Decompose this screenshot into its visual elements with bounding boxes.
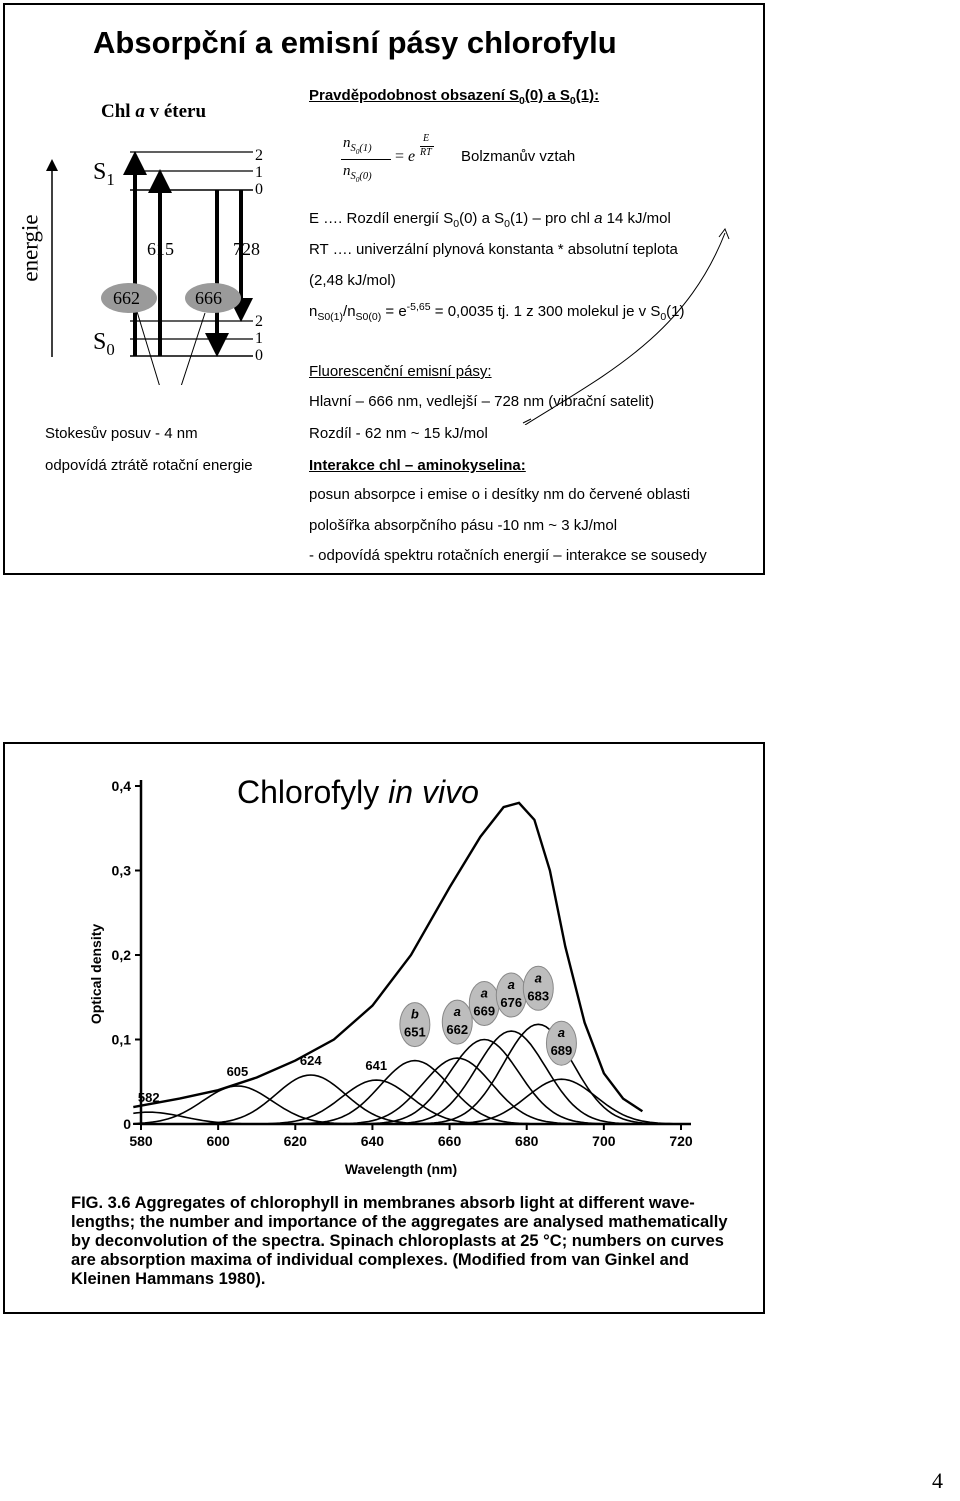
figure-caption: FIG. 3.6 Aggregates of chlorophyll in membranes absorb light at different wave- lengths; the number and importance of the aggregates are analysed mathematically by deconvolution of the spectra. Spinach chloroplasts at 25 °C; numbers on curves are absorption maxima of individual complexes. (Modified from van Ginkel and Kleinen Hammans 1980). (71, 1194, 728, 1288)
label-615: 615 (147, 239, 174, 259)
slide-2-title: Chlorofyly in vivo (237, 774, 479, 810)
energy-axis-label: energie (17, 214, 43, 282)
line-RT: RT …. univerzální plynová konstanta * absolutní teplota (309, 241, 678, 258)
slide-1 (3, 3, 765, 575)
diagram-heading: Chl a v éteru (101, 101, 207, 122)
s0-label: $S_0$ (93, 329, 115, 359)
x-tick-label: 720 (669, 1133, 693, 1149)
s1-label: $S_1$ (93, 159, 115, 189)
total-curve (133, 803, 642, 1111)
fluorescence-line-1: Hlavní – 666 nm, vedlejší – 728 nm (vibrační satelit) (309, 393, 655, 410)
peak-label-582: 582 (137, 1090, 160, 1106)
fluorescence-line-2: Rozdíl - 62 nm ~ 15 kJ/mol (309, 425, 488, 442)
slide-2 (3, 742, 765, 1314)
stokes-line-1: Stokesův posuv - 4 nm (45, 425, 198, 442)
badge-label-683: 683 (527, 988, 550, 1004)
x-tick-label: 600 (206, 1133, 230, 1149)
upper-level-2: 2 (255, 147, 263, 164)
boltzmann-name: Bolzmanův vztah (461, 148, 576, 165)
badge-pigment-683: a (534, 970, 542, 986)
label-666: 666 (195, 288, 222, 308)
x-tick-label: 580 (129, 1133, 153, 1149)
badge-label-651: 651 (404, 1024, 426, 1040)
lower-level-0: 0 (255, 347, 263, 364)
page-number: 4 (932, 1468, 943, 1493)
x-tick-label: 700 (592, 1133, 616, 1149)
component-curve-669 (133, 1040, 681, 1125)
probability-heading: Pravděpodobnost obsazení $S_0(0)$ a $S_0(1)$: (309, 87, 600, 107)
interaction-line-2: pološířka absorpčního pásu -10 nm ~ 3 kJ/mol (309, 517, 618, 534)
badge-pigment-662: a (453, 1004, 461, 1020)
component-curve-676 (133, 1031, 681, 1124)
interaction-heading: Interakce chl – aminokyselina: (309, 457, 526, 474)
y-tick-label: 0 (123, 1116, 131, 1132)
y-tick-label: 0,4 (111, 778, 131, 794)
x-tick-label: 640 (360, 1133, 385, 1149)
badge-pigment-669: a (480, 985, 488, 1001)
interaction-line-1: posun absorpce i emise o i desítky nm do červené oblasti (309, 486, 691, 503)
y-tick-label: 0,2 (111, 947, 131, 963)
x-axis-label: Wavelength (nm) (344, 1161, 458, 1177)
slide-1-title: Absorpční a emisní pásy chlorofylu (93, 25, 617, 60)
x-tick-label: 680 (515, 1133, 539, 1149)
badge-pigment-676: a (507, 977, 515, 993)
upper-level-1: 1 (255, 164, 263, 181)
line-RT2: (2,48 kJ/mol) (309, 272, 396, 289)
y-axis-label: Optical density (88, 923, 104, 1025)
badge-label-676: 676 (500, 995, 523, 1011)
peak-label-641: 641 (365, 1058, 388, 1074)
badge-pigment-689: a (557, 1025, 566, 1041)
fluorescence-heading: Fluorescenční emisní pásy: (309, 363, 492, 380)
badge-label-689: 689 (550, 1043, 573, 1059)
label-728: 728 (233, 239, 260, 259)
boltzmann-formula: $n_{S_0(1)}$ $n_{S_0(0)}$ = e E RT (341, 133, 461, 189)
badge-pigment-651: b (410, 1006, 419, 1022)
y-tick-label: 0,1 (111, 1031, 131, 1048)
x-tick-label: 660 (437, 1133, 462, 1149)
line-E: E …. Rozdíl energií $S_0(0)$ a $S_0(1)$ – pro chl a 14 kJ/mol (309, 210, 671, 230)
absorption-chart (5, 744, 765, 1184)
y-tick-label: 0,3 (111, 862, 131, 879)
badge-label-669: 669 (473, 1003, 496, 1019)
peak-label-624: 624 (299, 1052, 322, 1068)
x-tick-label: 620 (283, 1133, 307, 1149)
badge-label-662: 662 (446, 1022, 469, 1038)
interaction-line-3: - odpovídá spektru rotačních energií – interakce se sousedy (309, 547, 707, 564)
label-662: 662 (113, 288, 140, 308)
line-n: $n_{S0(1)}/n_{S0(0)} = e^{-5,65} = 0,0035$ tj. 1 z 300 molekul je v $S_0(1)$ (309, 301, 685, 323)
upper-level-0: 0 (255, 181, 263, 198)
stokes-line-2: odpovídá ztrátě rotační energie (45, 457, 253, 474)
lower-level-2: 2 (255, 313, 263, 330)
lower-level-1: 1 (255, 330, 263, 347)
peak-label-605: 605 (226, 1063, 249, 1079)
